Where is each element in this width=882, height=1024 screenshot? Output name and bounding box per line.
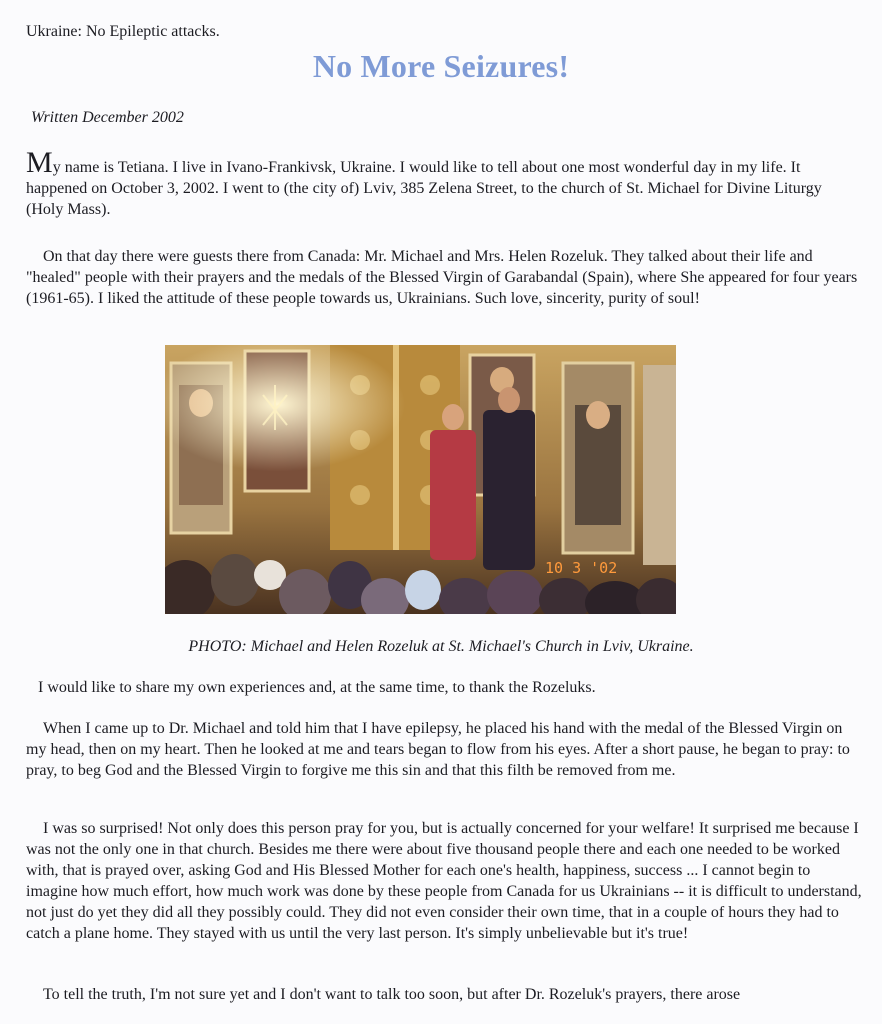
paragraph-2: On that day there were guests there from Canada: Mr. Michael and Mrs. Helen Rozeluk. They talked about their life and "healed" people with their prayers and the medals of the Blessed Virgin of Garabandal (Spain), where She appeared for four years (1961-65). I liked the attitude of these people towards us, Ukrainians. Such love, sincerity, purity of soul!	[26, 248, 858, 307]
paragraph-5: I was so surprised! Not only does this person pray for you, but is actually concerned for your welfare! It surprised me because I was not the only one in that church. Besides me there were about five thousand people there and each one needed to be worked with, that is prayed over, asking God and His Blessed Mother for each one's health, happiness, success ... I cannot begin to imagine how much effort, how much work was done by these people from Canada for us Ukrainians -- it is difficult to understand, not just do yet they did all they possibly could. They did not even consider their own time, that in a couple of hours they had to catch a plane home. They stayed with us until the very last person. It's simply unbelievable but it's true!	[26, 820, 862, 942]
paragraph-1-text: y name is Tetiana. I live in Ivano-Frankivsk, Ukraine. I would like to tell about one most wonderful day in my life. It happened on October 3, 2002. I went to (the city of) Lviv, 385 Zelena Street, to the church of St. Michael for Divine Liturgy (Holy Mass).	[26, 159, 822, 218]
paragraph-3: I would like to share my own experiences and, at the same time, to thank the Rozeluks.	[38, 679, 596, 696]
photo-date-stamp: 10 3 '02	[545, 559, 618, 577]
photo-caption: PHOTO: Michael and Helen Rozeluk at St. Michael's Church in Lviv, Ukraine.	[188, 638, 694, 655]
paragraph-1	[26, 146, 862, 220]
church-photo-illustration	[165, 345, 676, 614]
page-title: No More Seizures!	[312, 48, 570, 84]
paragraph-4: When I came up to Dr. Michael and told him that I have epilepsy, he placed his hand with the medal of the Blessed Virgin on my head, then on my heart. Then he looked at me and tears began to flow from his eyes. After a short pause, he began to pray: to pray, to beg God and the Blessed Virgin to forgive me this sin and that this filth be removed from me.	[26, 720, 850, 779]
kicker-line: Ukraine: No Epileptic attacks.	[26, 23, 220, 40]
dateline: Written December 2002	[31, 109, 184, 126]
church-photo	[165, 345, 676, 614]
paragraph-6: To tell the truth, I'm not sure yet and I don't want to talk too soon, but after Dr. Rozeluk's prayers, there arose	[43, 986, 741, 1003]
dropcap-letter: M	[26, 146, 53, 179]
